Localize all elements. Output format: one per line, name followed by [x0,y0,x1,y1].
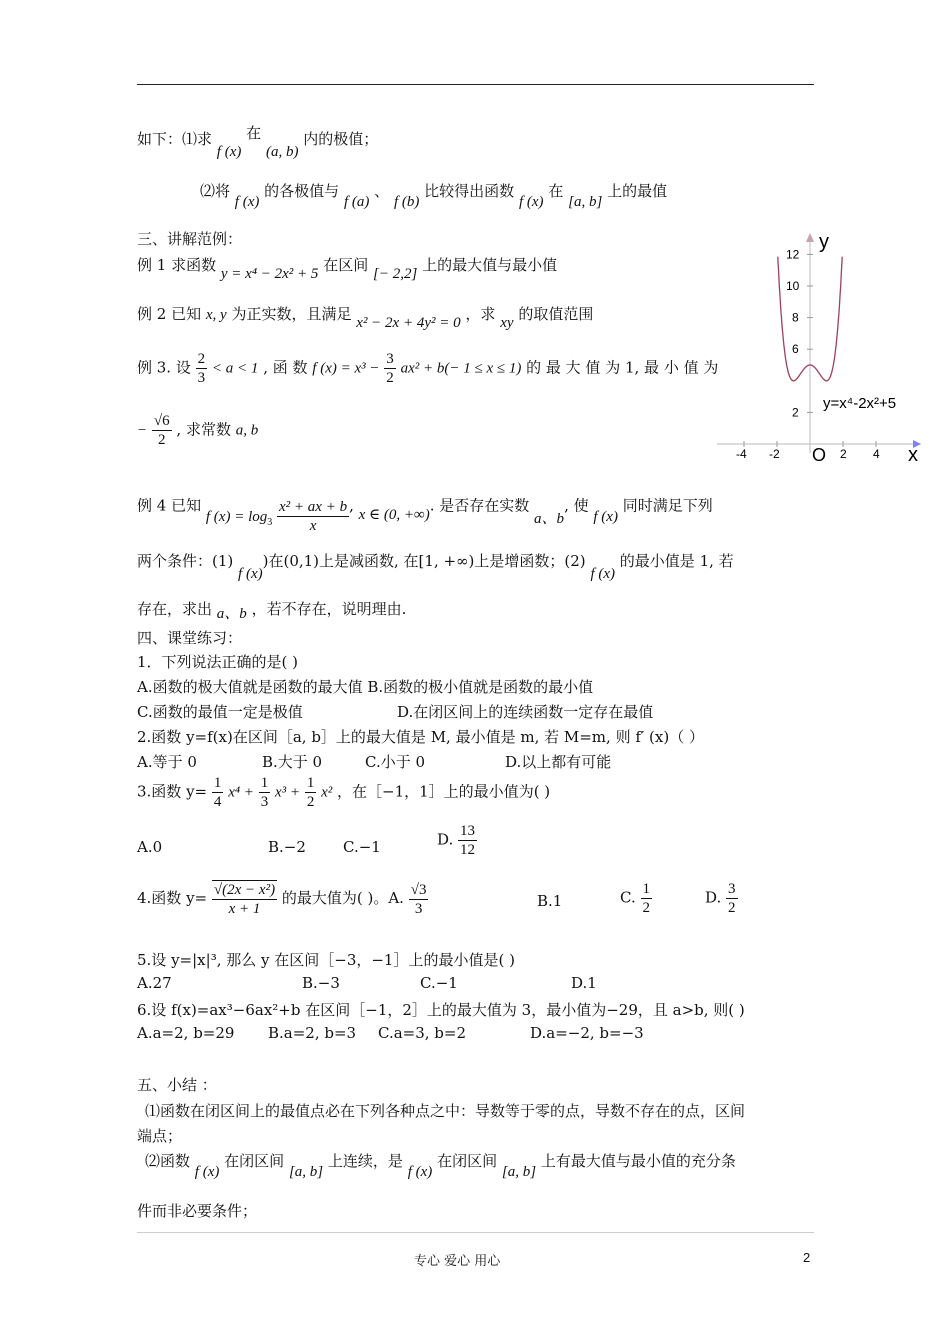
denominator: 4 [213,794,222,810]
xy-symbol: xy [500,315,514,331]
y-tick-label: 2 [792,405,799,420]
header-rule [137,84,814,85]
curve-label: y=x⁴-2x²+5 [823,395,897,412]
formula: y = x⁴ − 2x² + 5 [220,266,319,282]
fx-symbol: f (x) [407,1164,433,1180]
example-text: ，若不存在，说明理由. [251,600,407,618]
question-6: 6.设 f(x)=ax³−6ax²+b 在区间［−1，2］上的最大值为 3，最小值为−29，且 a>b, 则( ) [137,1001,745,1019]
fraction [726,880,738,917]
denominator: x + 1 [228,901,261,917]
fx-symbol: f (x) [590,566,616,582]
formula: x² − 2x + 4y² = 0 [356,315,461,331]
numerator: 3 [386,351,394,367]
y-tick-label: 8 [792,310,799,325]
option-label: D. [437,830,454,849]
example-text: 为正实数，且满足 [231,305,352,323]
x-axis-label: x [908,444,918,466]
example-text: 例 4 已知 [137,496,202,515]
example-text: 例 2 已知 [137,305,202,323]
example-text: 在区间 [323,256,369,274]
example-text: 的最小值是 1, 若 [619,552,734,570]
intro-text: 在 [246,124,262,142]
footer-motto: 专心 爱心 用心 [414,1254,501,1269]
fx-symbol: f (x) [238,566,263,582]
fa-symbol: f (a) [343,194,370,210]
question-3-option-a: A.0 [137,838,163,856]
numerator: 2 [197,351,206,367]
question-2-option-a: A.等于 0 [137,753,197,771]
example-text: , [349,496,354,515]
interval-symbol: [a, b] [501,1164,537,1180]
example-text: 例 1 求函数 [137,256,217,274]
intro-line-1 [137,124,379,160]
y-axis-label: y [819,231,829,253]
question-6-option-d: D.a=−2, b=−3 [530,1024,644,1042]
numerator: 1 [642,881,650,897]
example-text: ，求 [465,305,496,323]
intro-text: ⑵将 [200,182,231,200]
y-ticks [786,247,813,419]
question-6-option-b: B.a=2, b=3 [268,1024,357,1042]
question-2-option-d: D.以上都有可能 [505,753,612,771]
question-5-option-b: B.−3 [302,974,340,992]
fx-symbol: f (x) [518,194,544,210]
question-4-option-c [620,880,652,917]
intro-text: 上的最值 [607,182,668,200]
x-tick-label: -4 [736,447,747,461]
question-text: 3.函数 y= [137,782,208,801]
denominator: 3 [197,370,206,386]
example-4-line-2 [137,550,734,582]
example-text: 例 3. 设 [137,358,191,377]
example-text: )在(0,1)上是减函数, 在[1, +∞)上是增函数；(2) [262,552,586,570]
example-text: . 是否存在实数 [429,496,530,515]
x-tick-label: 2 [840,447,847,461]
denominator: 2 [306,794,315,810]
example-text: 两个条件：(1) [137,552,234,570]
variables: a, b [235,422,259,439]
term: x² [321,784,333,801]
function-graph [715,228,935,468]
interval-symbol: [− 2,2] [373,266,418,282]
numerator: 1 [260,775,269,791]
question-text: 4.函数 y= [137,889,208,907]
fraction [152,412,172,449]
formula: f (x) = log [205,508,268,525]
question-2: 2.函数 y=f(x)在区间［a, b］上的最大值是 M, 最小值是 m, 若 M=m, 则 f′ (x)（ ） [137,728,704,746]
intro-text: 在 [548,182,564,200]
question-5-option-d: D.1 [571,974,597,992]
summary-paragraph-1: ⑴函数在闭区间上的最值点必在下列各种点之中：导数等于零的点，导数不存在的点，区间 [145,1102,746,1120]
interval-symbol: (a, b) [265,144,299,160]
formula: f (x) = x³ − [312,360,380,377]
fraction [277,498,349,535]
y-axis-arrow [806,233,814,242]
question-3-option-d [437,822,477,859]
question-5-option-a: A.27 [137,974,172,992]
summary-text: 上连续，是 [327,1152,403,1170]
summary-text: 上有最大值与最小值的充分条 [540,1152,736,1170]
variables: a、b [216,606,247,622]
numerator: 3 [728,881,736,897]
numerator: √3 [410,881,427,898]
intro-text: 的各极值与 [264,182,340,200]
intro-text: 比较得出函数 [424,182,515,200]
summary-paragraph-1-cont: 端点； [137,1127,183,1145]
question-1-options-ab: A.函数的极大值就是函数的最大值 B.函数的极小值就是函数的最小值 [137,678,594,696]
y-tick-label: 10 [786,279,800,293]
fraction [212,880,277,918]
question-4-option-b: B.1 [537,892,563,910]
origin-label: O [812,445,827,465]
intro-text: 内的极值； [303,130,379,148]
denominator: 2 [642,900,650,916]
example-text: , 使 [564,496,589,515]
x-tick-label: 4 [873,447,880,461]
fraction [409,881,429,918]
question-2-option-c: C.小于 0 [365,753,426,771]
summary-text: 在闭区间 [437,1152,498,1170]
interval-symbol: [a, b] [568,194,603,210]
numerator: 13 [460,823,476,839]
intro-text: 、 [374,182,390,200]
example-3 [137,350,718,387]
question-2-option-b: B.大于 0 [262,753,323,771]
minus-sign: − [137,422,148,439]
question-5: 5.设 y=|x|³, 那么 y 在区间［−3，−1］上的最小值是( ) [137,951,515,969]
x-tick-label: -2 [769,447,780,461]
question-4 [137,880,428,918]
numerator: x² + ax + b [279,499,348,515]
example-text: 同时满足下列 [622,496,713,515]
condition: < a < 1 [211,360,259,377]
variables: a、b [534,510,565,527]
intro-line-2 [200,180,668,210]
question-5-option-c: C.−1 [420,974,458,992]
example-text: 的取值范围 [518,305,594,323]
denominator: 3 [414,900,423,917]
example-text: , 求常数 [176,420,231,439]
question-4-option-d [705,880,738,917]
fx-symbol: f (x) [194,1164,220,1180]
page-number: 2 [803,1250,811,1265]
example-2 [137,303,594,331]
option-label: D. [705,888,722,907]
denominator: 12 [460,842,476,858]
fx-symbol: f (x) [216,144,242,160]
question-1-option-d: D.在闭区间上的连续函数一定存在最值 [397,703,654,721]
fraction [641,880,653,917]
summary-text: ⑵函数 [145,1152,191,1170]
example-text: 的 最 大 值 为 1, 最 小 值 为 [526,358,719,377]
denominator: 2 [386,370,394,386]
intro-text: 如下：⑴求 [137,130,213,148]
numerator: √(2x − x²) [213,882,276,898]
log-base: 3 [267,516,273,528]
question-1-option-c: C.函数的最值一定是极值 [137,703,303,721]
example-4 [137,488,713,534]
example-4-line-3 [137,598,407,622]
y-tick-label: 12 [786,247,800,262]
denominator: 3 [260,794,269,810]
fraction [196,350,208,387]
section-heading: 三、讲解范例： [137,230,243,248]
question-text: ，在［−1，1］上的最小值为( ) [337,782,551,801]
footer-rule [137,1232,814,1233]
question-3-option-c: C.−1 [343,838,381,856]
variables: x, y [205,307,227,323]
question-3-option-b: B.−2 [268,838,306,856]
fraction [384,350,396,387]
question-6-option-a: A.a=2, b=29 [137,1024,235,1042]
question-3 [137,774,550,811]
interval-symbol: [a, b] [288,1164,324,1180]
domain: x ∈ (0, +∞) [358,506,430,523]
summary-text: 在闭区间 [224,1152,285,1170]
fx-symbol: f (x) [234,194,260,210]
fx-symbol: f (x) [593,508,618,525]
term: x³ + [275,784,301,801]
example-text: 上的最大值与最小值 [422,256,558,274]
example-1 [137,254,558,282]
summary-paragraph-2 [145,1150,736,1180]
example-text: 存在，求出 [137,600,213,618]
denominator: 2 [728,900,736,916]
section-heading: 四、课堂练习： [137,629,243,647]
numerator: 1 [213,775,222,791]
y-tick-label: 6 [792,342,799,357]
option-label: C. [620,888,636,907]
fraction [458,822,477,859]
denominator: x [309,518,317,534]
fraction [259,774,271,811]
denominator: 2 [158,432,166,448]
summary-paragraph-2-cont: 件而非必要条件； [137,1202,258,1220]
numerator: 1 [306,775,315,791]
fb-symbol: f (b) [393,194,420,210]
numerator: √6 [153,413,170,429]
fraction [212,774,224,811]
section-heading: 五、小结 ： [137,1076,217,1094]
question-text: 的最大值为( )。A. [281,889,404,907]
question-1: 1．下列说法正确的是( ) [137,653,299,671]
term: x⁴ + [228,784,254,801]
formula: ax² + b(− 1 ≤ x ≤ 1) [400,360,522,377]
example-text: , 函 数 [263,358,308,377]
question-6-option-c: C.a=3, b=2 [378,1024,467,1042]
fraction [305,774,317,811]
example-3-min [137,412,258,449]
